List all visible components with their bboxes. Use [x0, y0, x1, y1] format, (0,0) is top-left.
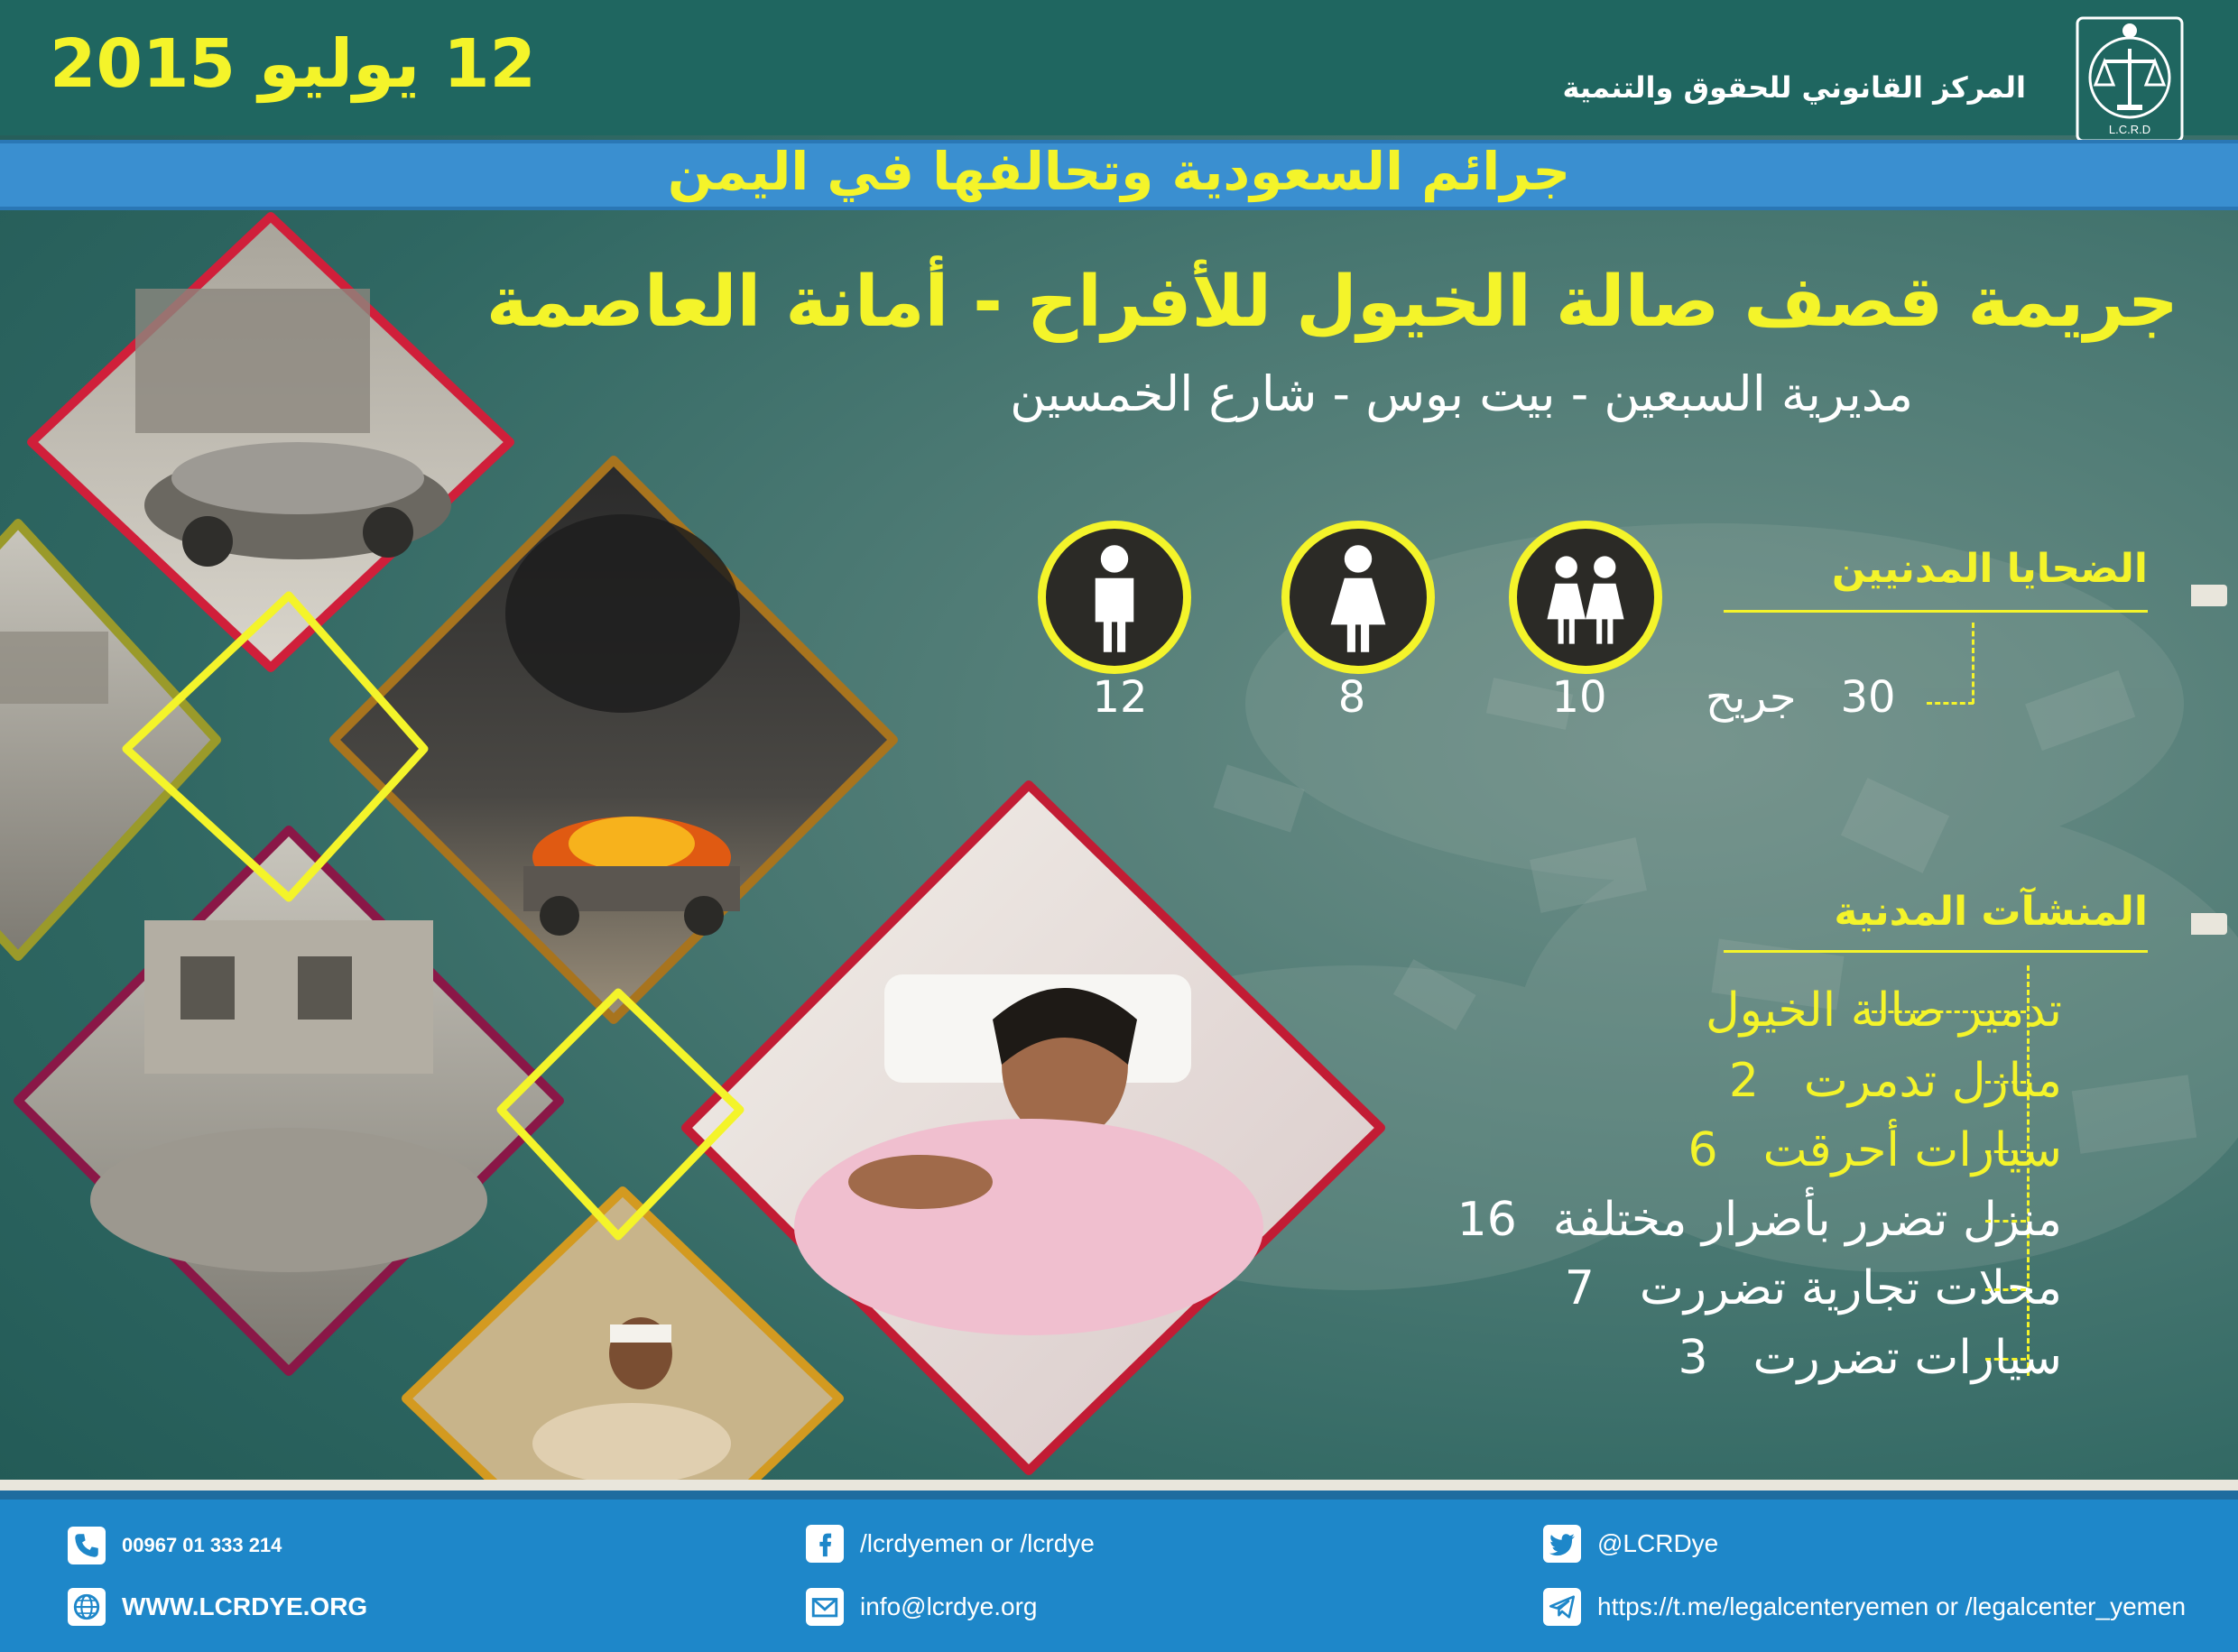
- website-url[interactable]: WWW.LCRDYE.ORG: [122, 1592, 368, 1620]
- date-label: 12 يوليو 2015: [50, 25, 537, 103]
- facility-label: منزل تضرر بأضرار مختلفة: [1552, 1193, 2062, 1247]
- man-icon: [1038, 521, 1191, 674]
- facility-number: 6: [1688, 1123, 1718, 1177]
- facility-number: 16: [1457, 1193, 1517, 1247]
- footer-twitter[interactable]: [1543, 1525, 1718, 1563]
- injured-count: 30: [1840, 672, 1896, 723]
- globe-icon: [68, 1588, 106, 1626]
- footer-stripe-light: [0, 1480, 2238, 1490]
- footer-email[interactable]: [806, 1588, 1038, 1626]
- facility-item-houses-damaged: [1457, 1193, 2062, 1247]
- organization-name: المركز القانوني للحقوق والتنمية: [1562, 70, 2026, 105]
- footer-bar: [0, 1500, 2238, 1652]
- facility-connector: [1985, 1150, 2026, 1153]
- victims-heading: الضحايا المدنيين: [1831, 546, 2148, 592]
- facility-number: 2: [1728, 1054, 1759, 1108]
- phone-number: 00967 01 333 214: [122, 1534, 282, 1556]
- facility-label: سيارات أحرقت: [1762, 1123, 2062, 1177]
- scales-of-justice-icon: [2076, 16, 2184, 143]
- telegram-link[interactable]: https://t.me/legalcenteryemen or /legalcenter_yemen: [1597, 1592, 2187, 1620]
- telegram-icon: [1543, 1588, 1581, 1626]
- phone-icon: [68, 1527, 106, 1564]
- women-count: 8: [1337, 672, 1366, 723]
- facility-label: محلات تجارية تضررت: [1639, 1261, 2062, 1315]
- facility-connector: [1985, 1358, 2026, 1361]
- facility-connector: [1863, 1011, 2026, 1013]
- facilities-underline: [1724, 950, 2148, 953]
- facilities-heading: المنشآت المدنية: [1834, 889, 2148, 935]
- incident-title: جريمة قصف صالة الخيول للأفراح - أمانة العاصمة: [486, 262, 2178, 343]
- photo-destroyed-building: [18, 830, 560, 1371]
- footer-stripe-dark: [0, 1490, 2238, 1500]
- facility-connector: [1985, 1081, 2026, 1084]
- facility-number: 7: [1564, 1261, 1595, 1315]
- logo-text: L.C.R.D: [2108, 123, 2151, 136]
- facebook-icon: [806, 1525, 844, 1563]
- email-address[interactable]: info@lcrdye.org: [860, 1592, 1038, 1620]
- email-icon: [806, 1588, 844, 1626]
- men-count: 12: [1092, 672, 1148, 723]
- twitter-handle[interactable]: @LCRDye: [1597, 1529, 1719, 1557]
- footer-facebook[interactable]: [806, 1525, 1095, 1563]
- injured-label: جريح: [1706, 672, 1797, 723]
- facilities-tick-marker: [2191, 913, 2227, 935]
- victims-connector-vertical: [1972, 623, 1974, 704]
- facility-label: منازل تدمرت: [1803, 1054, 2062, 1108]
- facility-connector: [1985, 1220, 2026, 1223]
- victims-connector-horizontal: [1927, 702, 1974, 705]
- footer-phone: [68, 1527, 282, 1564]
- victims-tick-marker: [2191, 585, 2227, 606]
- children-icon: [1509, 521, 1662, 674]
- facility-connector: [1985, 1288, 2026, 1291]
- footer-telegram[interactable]: [1543, 1588, 2186, 1626]
- woman-icon: [1281, 521, 1435, 674]
- facility-label: سيارات تضررت: [1752, 1331, 2062, 1385]
- incident-location: مديرية السبعين - بيت بوس - شارع الخمسين: [1010, 365, 1913, 422]
- twitter-icon: [1543, 1525, 1581, 1563]
- photo-burned-car: [32, 217, 510, 668]
- children-count: 10: [1551, 672, 1607, 723]
- victims-underline: [1724, 610, 2148, 613]
- facility-number: 3: [1678, 1331, 1708, 1385]
- footer-website[interactable]: [68, 1588, 367, 1626]
- banner-title: جرائم السعودية وتحالفها في اليمن: [667, 141, 1571, 202]
- facebook-handle[interactable]: /lcrdyemen or /lcrdye: [860, 1529, 1095, 1557]
- facility-label: تدمير صالة الخيول: [1706, 983, 2062, 1038]
